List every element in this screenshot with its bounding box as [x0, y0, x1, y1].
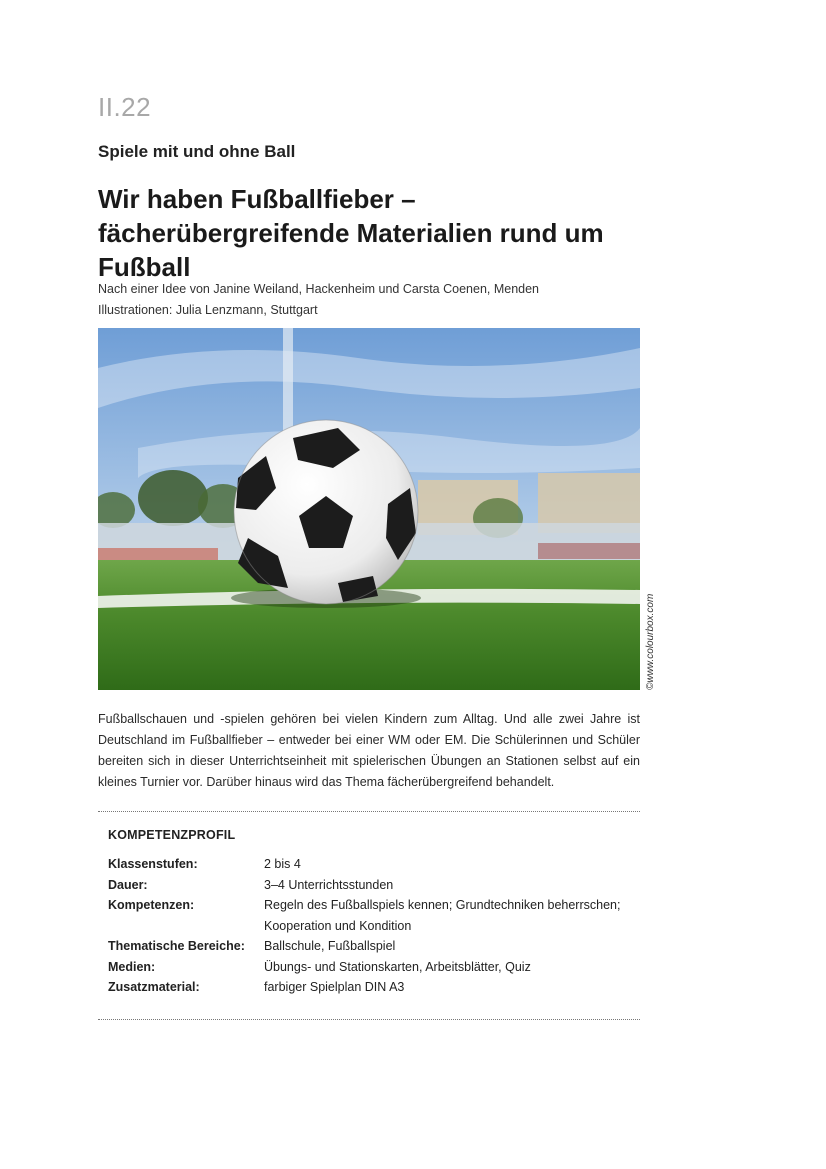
profile-label: Thematische Bereiche: — [108, 939, 245, 953]
profile-value: Ballschule, Fußballspiel — [264, 939, 396, 953]
profile-label: Medien: — [108, 959, 156, 974]
divider-top — [98, 811, 640, 812]
profile-label: Zusatzmaterial: — [108, 980, 200, 994]
profile-row-media — [108, 957, 628, 978]
credits-illustrations: Illustrationen: Julia Lenzmann, Stuttgart — [98, 303, 318, 317]
profile-row-competences — [108, 895, 628, 936]
profile-row-grades — [108, 854, 628, 875]
profile-label: Kompetenzen: — [108, 898, 195, 912]
competence-profile — [108, 828, 628, 998]
intro-paragraph — [98, 709, 640, 793]
credits — [98, 279, 539, 321]
profile-label: Dauer: — [108, 877, 148, 892]
credits-idea: Nach einer Idee von Janine Weiland, Hackenheim und Carsta Coenen, Menden — [98, 282, 540, 296]
divider-bottom — [98, 1019, 640, 1020]
profile-row-extra-material — [108, 977, 628, 998]
profile-value: 2 bis 4 — [264, 857, 301, 871]
photo-copyright: ©www.colourbox.com — [645, 593, 656, 690]
profile-label: Klassenstufen: — [108, 857, 198, 871]
profile-value: Regeln des Fußballspiels kennen; Grundtechniken beherrschen; Kooperation und Kondition — [264, 898, 621, 933]
profile-value: farbiger Spielplan DIN A3 — [264, 980, 405, 994]
profile-row-duration — [108, 875, 628, 896]
profile-heading: KOMPETENZPROFIL — [108, 828, 236, 842]
profile-value: 3–4 Unterrichtsstunden — [264, 877, 394, 892]
profile-value: Übungs- und Stationskarten, Arbeitsblätter, Quiz — [264, 959, 531, 974]
section-number: II.22 — [98, 92, 152, 122]
soccer-ball-photo — [98, 328, 640, 690]
intro-text: Fußballschauen und -spielen gehören bei vielen Kindern zum Alltag. Und alle zwei Jahre ist Deutschland im Fußballfieber – entweder bei einer WM oder EM. Die Schülerinnen und Schüler bereiten sich in dieser Unterrichtseinheit mit spielerischen Übungen an Stationen selbst auf ein kleines Turnier vor. Darüber hinaus wird das Thema fächerübergreifend behandelt. — [98, 712, 640, 789]
page-title: Wir haben Fußballfieber – fächerübergreifende Materialien rund um Fußball — [98, 184, 604, 282]
profile-row-topics — [108, 936, 628, 957]
chapter-subtitle: Spiele mit und ohne Ball — [98, 142, 296, 161]
